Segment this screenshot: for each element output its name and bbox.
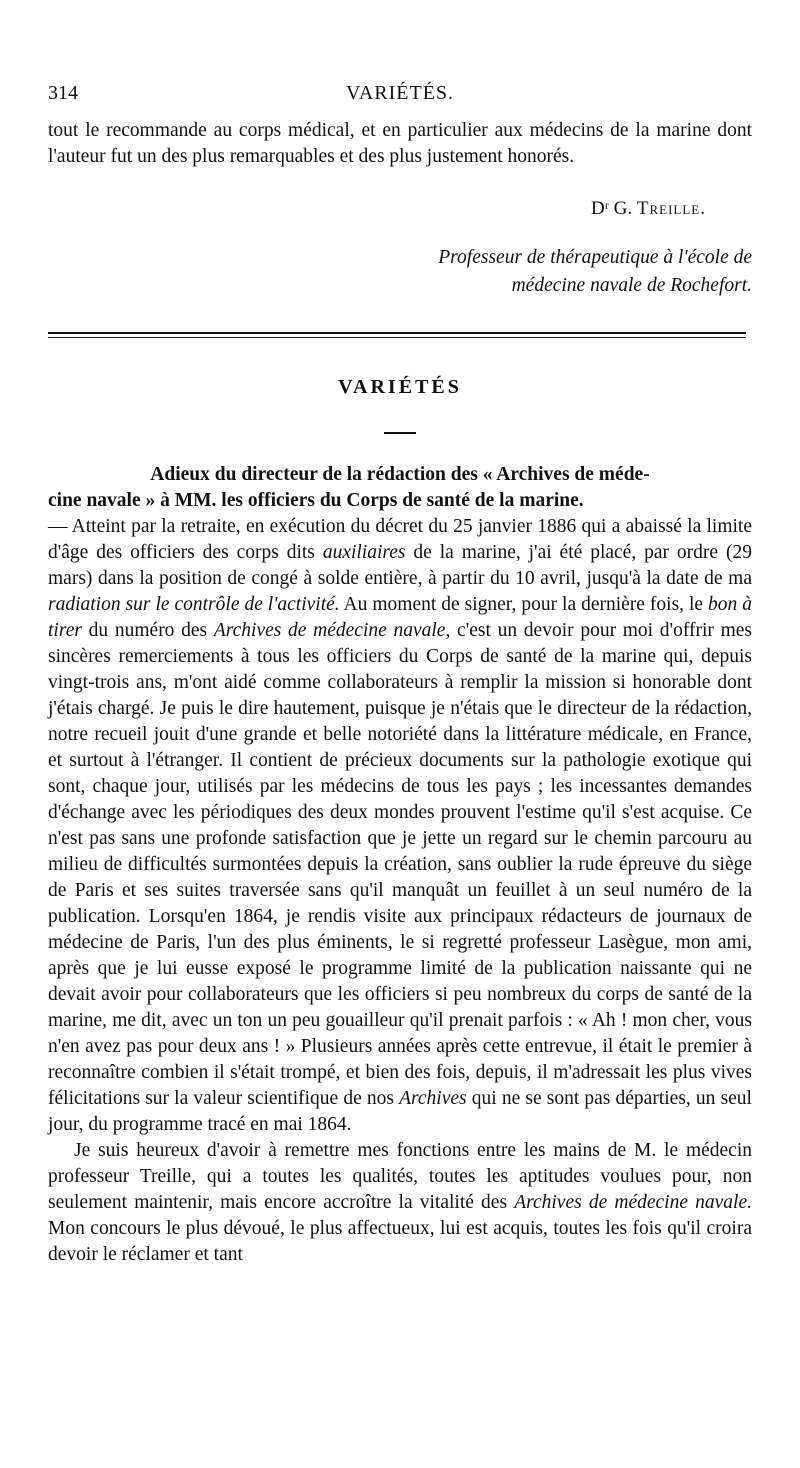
article-title-line-1: Adieux du directeur de la rédaction des « Archives de méde-: [150, 464, 650, 485]
affiliation-line-2: médecine navale de Rochefort.: [511, 275, 752, 296]
article-title: [48, 462, 752, 514]
italic-run: Archives: [399, 1088, 467, 1109]
italic-run: bon à tirer: [48, 594, 753, 641]
text-run: qui ne se sont pas départies, un seul jour, du programme tracé en mai 1864.: [48, 1088, 752, 1135]
author-affiliation: [250, 244, 752, 300]
italic-run: Archives de médecine navale.: [514, 1192, 752, 1213]
continuation-text: tout le recommande au corps médical, et en particulier aux médecins de la marine dont l'auteur fut un des plus remarquables et des plus justement honorés.: [48, 120, 752, 167]
title-dash: [384, 432, 416, 434]
page-number: 314: [48, 82, 78, 104]
article-paragraph-2: [48, 1138, 752, 1268]
section-title: VARIÉTÉS: [338, 376, 462, 398]
running-title: VARIÉTÉS.: [345, 82, 455, 104]
signature-prefix: Dʳ G.: [591, 198, 637, 219]
italic-run: auxiliaires: [322, 542, 406, 563]
text-run: c'est un devoir pour moi d'offrir mes sincères remerciements à tous les officiers du Corps de santé de la marine qui, depuis vingt-trois ans, m'ont aidé comme collaborateurs à remplir la mission si honorable dont j'étais chargé. Je puis le dire hautement, puisque je n'étais que le directeur de la rédaction, notre recueil jouit d'une grande et belle notoriété dans la littérature médicale, en France, et surtout à l'étranger. Il contient de précieux documents sur la pathologie exotique qui sont, chaque jour, utilisés par les médecins de tous les pays ; les incessantes demandes d'échange avec les périodiques des deux mondes prouvent l'estime qu'il s'est acquise. Ce n'est pas sans une profonde satisfaction que je jette un regard sur le chemin parcouru au milieu de difficultés surmontées depuis la création, sans oublier la rude épreuve du siège de Paris et ses suites traversée sans qu'il manquât un feuillet à un seul numéro de la publication. Lorsqu'en 1864, je rendis visite aux principaux rédacteurs de journaux de médecine de Paris, l'un des plus éminents, le si regretté professeur Lasègue, mon ami, après que je lui eusse exposé le programme limité de la publication naissante qui ne devait avoir pour collaborateurs que les officiers si peu nombreux du corps de santé de la marine, me dit, avec un ton un peu gouailleur qu'il prenait parfois : « Ah ! mon cher, vous n'en avez pas pour deux ans ! » Plusieurs années après cette entrevue, il était le premier à reconnaître combien il s'était trompé, et bien des fois, depuis, il m'adressait les plus vives félicitations sur la valeur scientifique de nos: [48, 620, 752, 1109]
italic-run: Archives de médecine navale,: [213, 620, 451, 641]
continuation-paragraph: [48, 118, 752, 170]
running-head: [48, 80, 752, 106]
section-divider-rule: [48, 332, 746, 338]
affiliation-line-1: Professeur de thérapeutique à l'école de: [438, 247, 752, 268]
text-run: du numéro des: [81, 620, 214, 641]
author-signature: [591, 196, 706, 222]
text-run: Je suis heureux d'avoir à remettre mes fonctions entre les mains de M. le médecin professeur Treille, qui a toutes les qualités, toutes les aptitudes voulues pour, non seulement maintenir, mais encore accroître la vitalité des: [48, 1140, 752, 1213]
text-run: Mon concours le plus dévoué, le plus affectueux, lui est acquis, toutes les fois qu'il croira devoir le réclamer et tant: [48, 1218, 752, 1265]
text-run: de la marine, j'ai été placé, par ordre (29 mars) dans la position de congé à solde entière, à partir du 10 avril, jusqu'à la date de ma: [48, 542, 752, 589]
text-run: Au moment de signer, pour la dernière fois, le: [339, 594, 709, 615]
signature-name: Treille.: [636, 198, 706, 219]
text-run: — Atteint par la retraite, en exécution du décret du 25 janvier 1886 qui a abaissé la limite d'âge des officiers des corps dits: [48, 516, 752, 563]
italic-run: radiation sur le contrôle de l'activité.: [48, 594, 340, 615]
article-title-line-2: cine navale » à MM. les officiers du Corps de santé de la marine.: [48, 490, 584, 511]
article-paragraph-1: [48, 462, 752, 1138]
article-body: [48, 462, 752, 1268]
